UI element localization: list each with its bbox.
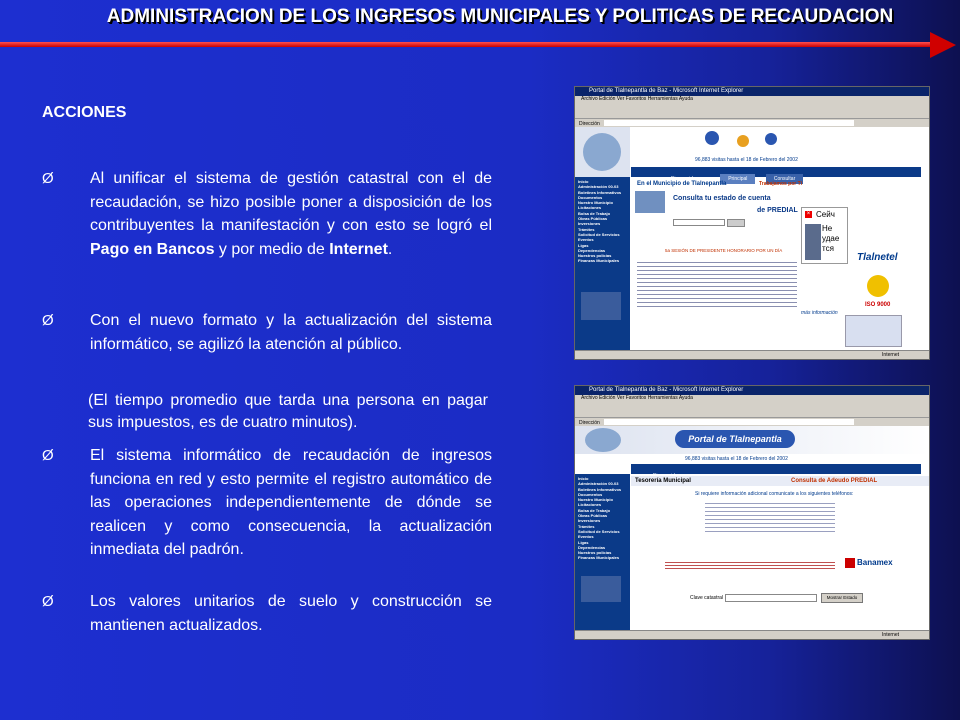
show-status-button[interactable]: Mostrar Estado <box>821 593 863 603</box>
address-input <box>604 120 854 126</box>
sidebar-item[interactable]: Obras Públicas <box>578 513 608 519</box>
window-title: Portal de Tlalnepantla de Baz - Microsoft Internet Explorer <box>575 386 929 395</box>
sidebar-item[interactable]: Inversiones <box>578 221 601 227</box>
portal-title: Portal de Tlalnepantla <box>675 430 795 448</box>
news-text-block <box>637 259 797 309</box>
trabajamos-text: Trabajamos por Ti <box>759 181 802 187</box>
bold-text-pago-bancos: Pago en Bancos <box>90 240 215 258</box>
arrowhead-bullet-icon: Ø <box>42 170 54 187</box>
portal-banner <box>575 426 929 454</box>
status-zone: Internet <box>882 352 899 358</box>
building-image <box>635 191 665 213</box>
tlalnetel-logo: Tlalnetel <box>857 252 898 263</box>
bullet-text-3: El sistema informático de recaudación de ingresos funciona en red y esto permite el registro automático de las operaciones independientemente de dónde se realicen y como consecuencia, la actualización inmediata del padrón. <box>90 447 492 558</box>
sidebar-item[interactable]: Finanzas Municipales <box>578 555 620 561</box>
sidebar-item[interactable]: Dependencias <box>578 247 606 253</box>
menu-bar: Archivo Edición Ver Favoritos Herramientas Ayuda <box>575 96 929 103</box>
popup-line: Не <box>822 224 833 233</box>
envelope-icon <box>581 576 621 602</box>
address-bar <box>575 418 929 426</box>
browser-screenshot-bottom <box>574 385 930 640</box>
sidebar-item[interactable]: Trámites <box>578 523 595 529</box>
municipal-logo-icon <box>585 428 621 452</box>
welcome-text: En el Municipio de Tlalnepantla <box>637 181 727 187</box>
arrowhead-bullet-icon: Ø <box>42 593 54 610</box>
sidebar-item[interactable]: Dependencias <box>578 544 606 550</box>
sidebar-item[interactable]: Nuestros policías <box>578 550 612 556</box>
sidebar-item[interactable]: Nuestro Municipio <box>578 200 613 206</box>
seal-icon <box>867 275 889 297</box>
sidebar-item[interactable]: Solicitud de Servicios <box>578 528 620 534</box>
sidebar-item[interactable]: Documentos <box>578 194 603 200</box>
note-text: (El tiempo promedio que tarda una persona en pagar sus impuestos, es de cuatro minutos). <box>88 392 488 431</box>
more-info-link[interactable]: más información <box>801 310 838 316</box>
sidebar-nav <box>575 474 630 630</box>
consulta-label: Consulta de Adeudo PREDIAL <box>791 478 878 484</box>
sidebar-item[interactable]: Documentos <box>578 491 603 497</box>
popup-text-1: Сейч <box>816 210 835 219</box>
globe-icon <box>765 133 777 145</box>
sidebar-item[interactable]: Licitaciones <box>578 502 602 508</box>
tesoreria-label: Tesorería Municipal <box>635 478 691 484</box>
sidebar-item[interactable]: Bolsa de Trabajo <box>578 507 611 513</box>
clave-label: Clave catastral <box>690 595 724 601</box>
banamex-logo-icon <box>845 558 855 568</box>
section-header <box>631 476 929 486</box>
popup-line: тся <box>822 244 834 253</box>
banamex-logo: Banamex <box>857 558 893 567</box>
address-input <box>604 419 854 425</box>
bullet-item-3 <box>42 444 492 562</box>
bullet-text-part: y por medio de <box>214 240 330 258</box>
section-heading: ACCIONES <box>42 104 127 121</box>
bullet-item-2 <box>42 309 492 356</box>
browser-screenshot-top <box>574 86 930 360</box>
sidebar-item[interactable]: Licitaciones <box>578 205 602 211</box>
page-title: ADMINISTRACION DE LOS INGRESOS MUNICIPALES Y POLITICAS DE RECAUDACION <box>106 6 894 27</box>
clave-input[interactable] <box>725 594 817 602</box>
sidebar-item[interactable]: Eventos <box>578 237 594 243</box>
popup-line: удае <box>822 234 840 243</box>
bullet-text-2: Con el nuevo formato y la actualización del sistema informático, se agilizó la atención al público. <box>90 312 492 353</box>
predial-input[interactable] <box>673 219 725 226</box>
status-zone: Internet <box>882 632 899 638</box>
toolbar <box>575 103 929 119</box>
popup-window <box>801 207 848 264</box>
info-text: Si requiere información adicional comunicate a los siguientes teléfonos: <box>695 491 854 497</box>
sidebar-item[interactable]: Nuestros policías <box>578 253 612 259</box>
person-photo <box>805 224 821 260</box>
window-title: Portal de Tlalnepantla de Baz - Microsoft Internet Explorer <box>575 87 929 96</box>
sidebar-item[interactable]: Solicitud de Servicios <box>578 231 620 237</box>
sidebar-item[interactable]: Boletines Informativos <box>578 486 622 492</box>
toolbar <box>575 402 929 418</box>
consulta-heading: Consulta tu estado de cuenta <box>673 195 771 202</box>
sidebar-item[interactable]: Inicio <box>578 179 589 184</box>
title-underline <box>0 42 935 47</box>
bullet-text-4: Los valores unitarios de suelo y construcción se mantienen actualizados. <box>90 593 492 634</box>
poll-box <box>845 315 902 347</box>
visits-counter: 96,883 visitas hasta el 18 de Febrero del 2002 <box>695 157 798 163</box>
bullet-text-1 <box>90 167 492 261</box>
address-label: Dirección <box>579 419 600 426</box>
bank-note-text <box>665 560 835 570</box>
sidebar-item[interactable]: Bolsa de Trabajo <box>578 210 611 216</box>
status-bar <box>575 630 929 639</box>
sidebar-item[interactable]: Trámites <box>578 226 595 232</box>
visits-counter: 96,883 visitas hasta el 18 de Febrero del 2002 <box>685 456 788 462</box>
sidebar-item[interactable]: Ligas <box>578 242 589 248</box>
tab-consultar[interactable]: Consultar <box>766 174 803 184</box>
sidebar-item[interactable]: Finanzas Municipales <box>578 258 620 264</box>
arrowhead-bullet-icon: Ø <box>42 447 54 464</box>
sidebar-item[interactable]: Ligas <box>578 539 589 545</box>
arrowhead-bullet-icon: Ø <box>42 312 54 329</box>
info-icon <box>705 131 719 145</box>
bullet-item-4 <box>42 590 492 637</box>
phone-list <box>705 500 835 534</box>
popup-text-2 <box>822 224 839 254</box>
nav-bar <box>631 167 921 182</box>
status-bar <box>575 350 929 359</box>
sidebar-item[interactable]: Eventos <box>578 534 594 540</box>
sidebar-nav <box>575 177 630 350</box>
predial-submit-button[interactable] <box>727 219 745 227</box>
sidebar-item[interactable]: Administración 00-03 <box>578 481 619 487</box>
bullet-text-part: . <box>387 240 393 258</box>
sun-icon <box>737 135 749 147</box>
sidebar-item[interactable]: Administración 00-03 <box>578 184 619 190</box>
menu-bar: Archivo Edición Ver Favoritos Herramientas Ayuda <box>575 395 929 402</box>
predial-heading: de PREDIAL <box>757 207 798 214</box>
envelope-icon <box>581 292 621 320</box>
sidebar-list <box>575 476 630 561</box>
nav-bar <box>631 464 921 474</box>
tab-bienvenida[interactable]: Bienvenida <box>671 176 696 182</box>
iso-text: ISO 9000 <box>865 302 891 308</box>
sidebar-item[interactable]: Obras Públicas <box>578 216 608 222</box>
tab-principal[interactable]: Principal <box>720 174 755 184</box>
address-bar <box>575 119 929 127</box>
sidebar-list <box>575 179 630 264</box>
session-heading: 5a SESIÓN DE PRESIDENTE HONORARIO POR UN DÍA <box>665 248 783 253</box>
bullet-text-part: Al unificar el sistema de gestión catastral con el de recaudación, se hizo posible poner a disposición de los contribuyentes la manifestación y con esto se logró el <box>90 170 492 234</box>
bullet-item-1 <box>42 167 492 261</box>
sidebar-item[interactable]: Nuestro Municipio <box>578 497 613 503</box>
sidebar-item[interactable]: Inversiones <box>578 518 601 524</box>
sidebar-item[interactable]: Inicio <box>578 476 589 481</box>
arrow-right-icon <box>930 32 956 58</box>
logo-area <box>575 127 630 177</box>
municipal-logo-icon <box>583 133 621 171</box>
sidebar-item[interactable]: Boletines Informativos <box>578 189 622 195</box>
bold-text-internet: Internet <box>329 240 388 258</box>
address-label: Dirección <box>579 120 600 127</box>
close-icon[interactable]: × <box>806 211 811 217</box>
